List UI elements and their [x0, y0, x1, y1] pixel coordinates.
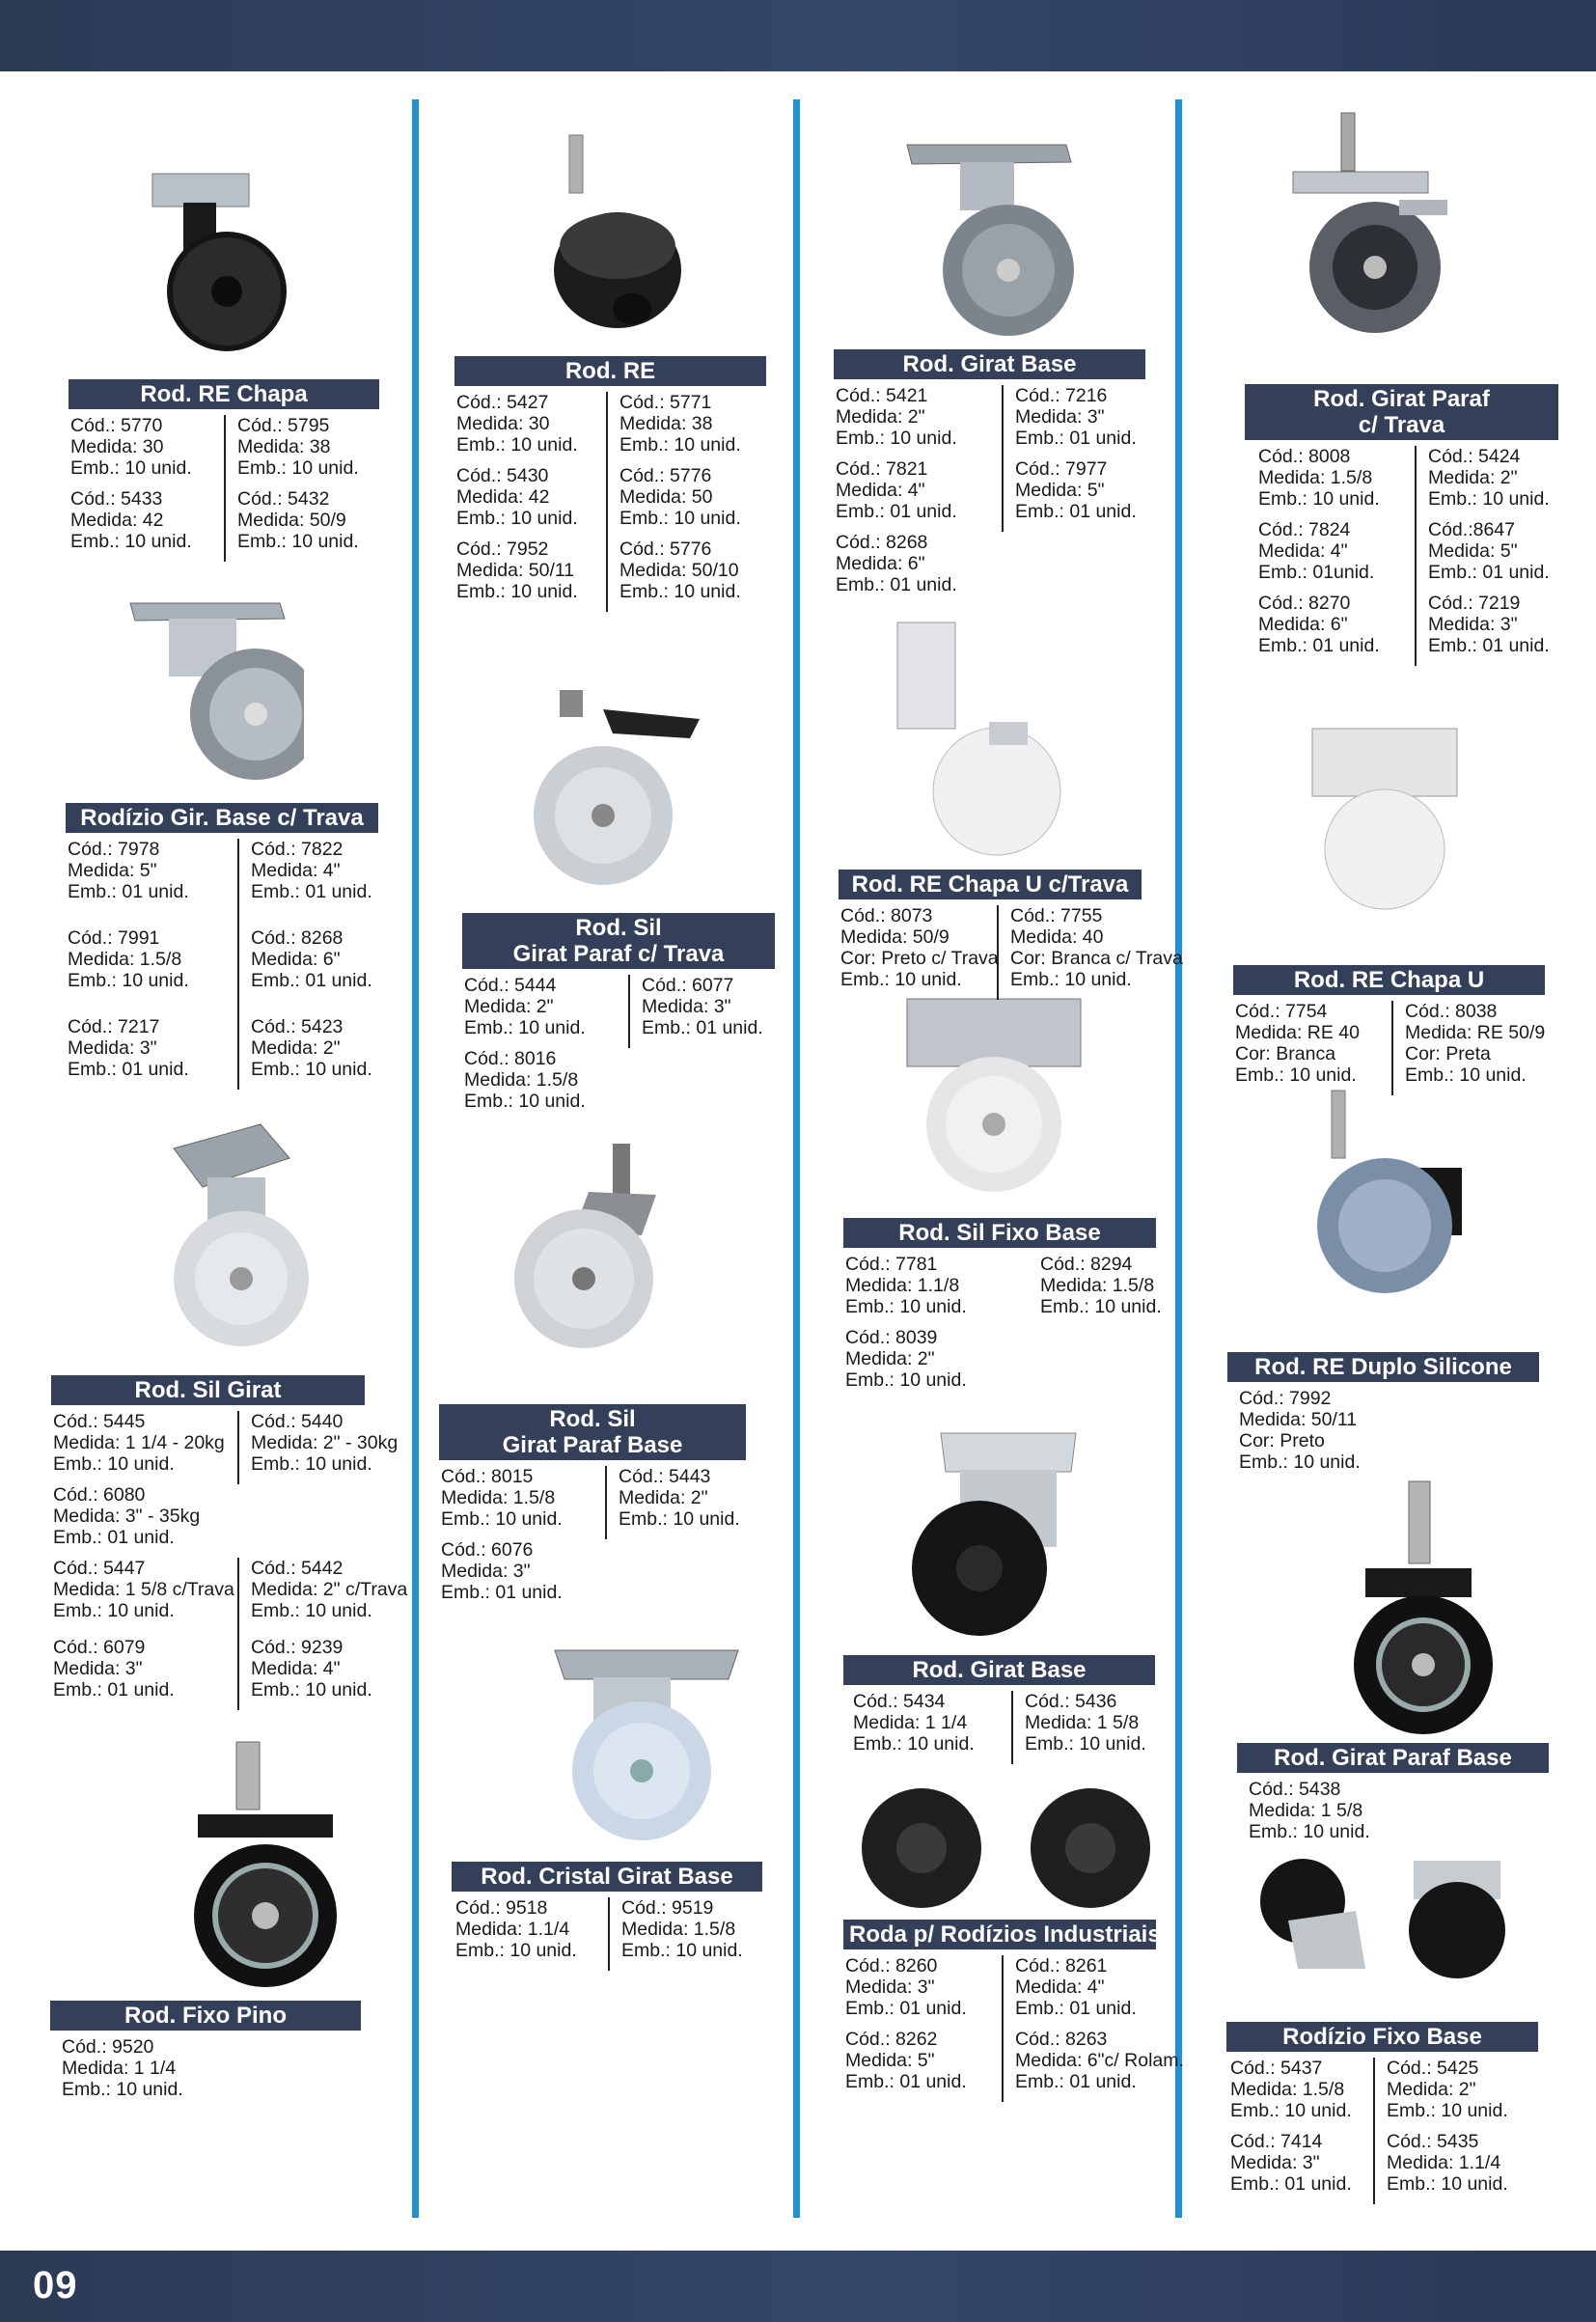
caster-fixed-base-image	[1250, 1853, 1520, 1988]
caster-clear-screw-image	[497, 1139, 690, 1361]
section-rod-sil-fixo-base	[843, 1218, 1162, 1400]
product-item: Cód.: 7781 Medida: 1.1/8 Emb.: 10 unid.	[845, 1254, 967, 1317]
product-item: Cód.: 8008 Medida: 1.5/8 Emb.: 10 unid.	[1258, 446, 1380, 510]
section-title: Rod. Sil Girat Paraf Base	[439, 1404, 746, 1460]
section-rod-re-chapa-u-trava	[839, 870, 1183, 1000]
caster-screw-black-image	[1327, 1477, 1510, 1742]
product-item: Cód.: 5423 Medida: 2" Emb.: 10 unid.	[237, 1001, 378, 1090]
section-rod-sil-girat-paraf-base	[439, 1404, 746, 1613]
product-item: Cód.: 9519 Medida: 1.5/8 Emb.: 10 unid.	[608, 1897, 762, 1971]
product-item: Cód.: 7754 Medida: RE 40 Cor: Branca Emb.: 10 unid.	[1235, 1001, 1360, 1086]
product-item: Cód.: 5438 Medida: 1 5/8 Emb.: 10 unid.	[1249, 1779, 1370, 1842]
section-title: Rod. RE	[454, 356, 766, 386]
product-item: Cód.: 5436 Medida: 1 5/8 Emb.: 10 unid.	[1011, 1691, 1155, 1764]
section-rod-girat-paraf-base	[1237, 1743, 1549, 1852]
product-item: Cód.: 5443 Medida: 2" Emb.: 10 unid.	[605, 1466, 746, 1539]
caster-stem-twin-image	[526, 130, 700, 352]
product-item: Cód.: 8263 Medida: 6"c/ Rolam. Emb.: 01 unid.	[1002, 2029, 1188, 2102]
section-rod-sil-girat	[51, 1375, 408, 1710]
product-item: Cód.: 7952 Medida: 50/11 Emb.: 10 unid.	[456, 539, 578, 602]
product-item: Cód.: 8015 Medida: 1.5/8 Emb.: 10 unid.	[441, 1466, 563, 1530]
section-rod-re-chapa	[69, 379, 379, 562]
product-item: Cód.: 8039 Medida: 2" Emb.: 10 unid.	[845, 1327, 967, 1391]
product-item: Cód.: 5776 Medida: 50/10 Emb.: 10 unid.	[606, 539, 766, 612]
product-item: Cód.: 8038 Medida: RE 50/9 Cor: Preta Emb.: 10 unid.	[1391, 1001, 1561, 1095]
section-title: Rod. Girat Base	[834, 349, 1145, 379]
product-item: Cód.: 6080 Medida: 3" - 35kg Emb.: 01 unid.	[53, 1484, 201, 1548]
section-title: Rod. Sil Fixo Base	[843, 1218, 1156, 1248]
product-item: Cód.: 5447 Medida: 1 5/8 c/Trava Emb.: 10 unid.	[53, 1558, 234, 1621]
caster-black-swivel-image	[883, 1424, 1105, 1641]
product-item: Cód.: 5795 Medida: 38 Emb.: 10 unid.	[224, 415, 379, 488]
section-title: Rod. Sil Girat	[51, 1375, 365, 1405]
section-rod-girat-base-2	[843, 1655, 1155, 1764]
product-item: Cód.: 5421 Medida: 2" Emb.: 10 unid.	[836, 385, 957, 449]
section-rod-re	[454, 356, 766, 612]
caster-fixed-pin-image	[159, 1737, 352, 1998]
product-item: Cód.: 5432 Medida: 50/9 Emb.: 10 unid.	[224, 488, 379, 562]
section-title: Rod. Fixo Pino	[50, 2001, 361, 2031]
product-item: Cód.: 7978 Medida: 5" Emb.: 01 unid.	[68, 839, 189, 902]
section-rod-fixo-pino	[50, 2001, 361, 2110]
section-title: Rodízio Gir. Base c/ Trava	[66, 803, 378, 833]
column-divider	[793, 99, 800, 2218]
product-item: Cód.: 8261 Medida: 4" Emb.: 01 unid.	[1002, 1955, 1188, 2029]
product-item: Cód.: 5771 Medida: 38 Emb.: 10 unid.	[606, 392, 766, 465]
section-title: Rod. RE Chapa U c/Trava	[839, 870, 1142, 899]
product-item: Cód.: 7991 Medida: 1.5/8 Emb.: 10 unid.	[68, 927, 189, 991]
product-item: Cód.: 5442 Medida: 2" c/Trava Emb.: 10 unid.	[237, 1558, 411, 1631]
product-item: Cód.: 7821 Medida: 4" Emb.: 01 unid.	[836, 458, 957, 522]
product-item: Cód.: 5435 Medida: 1.1/4 Emb.: 10 unid.	[1373, 2131, 1538, 2204]
section-title: Rod. RE Chapa	[69, 379, 379, 409]
product-item: Cód.: 7414 Medida: 3" Emb.: 01 unid.	[1230, 2131, 1352, 2195]
product-item: Cód.: 5425 Medida: 2" Emb.: 10 unid.	[1373, 2058, 1538, 2131]
section-rod-cristal-girat-base	[452, 1862, 762, 1971]
section-rod-re-chapa-u	[1233, 965, 1561, 1095]
product-item: Cód.: 5776 Medida: 50 Emb.: 10 unid.	[606, 465, 766, 539]
caster-screw-brake-image	[1264, 108, 1457, 345]
column-divider	[412, 99, 419, 2218]
product-item: Cód.: 6077 Medida: 3" Emb.: 01 unid.	[628, 975, 775, 1048]
caster-crystal-image	[536, 1641, 757, 1853]
product-item: Cód.: 8268 Medida: 6" Emb.: 01 unid.	[836, 532, 957, 595]
caster-twin-silicone-image	[1293, 1081, 1476, 1303]
product-item: Cód.: 8260 Medida: 3" Emb.: 01 unid.	[845, 1955, 967, 2019]
section-rodizio-fixo-base	[1226, 2022, 1538, 2204]
product-item: Cód.: 7822 Medida: 4" Emb.: 01 unid.	[237, 839, 378, 912]
section-rod-sil-girat-paraf-trava	[462, 913, 775, 1121]
product-item: Cód.: 5427 Medida: 30 Emb.: 10 unid.	[456, 392, 578, 456]
product-item: Cód.: 5434 Medida: 1 1/4 Emb.: 10 unid.	[853, 1691, 975, 1755]
product-item: Cód.: 6076 Medida: 3" Emb.: 01 unid.	[441, 1539, 563, 1603]
product-item: Cód.: 7824 Medida: 4" Emb.: 01unid.	[1258, 519, 1375, 583]
product-item: Cód.: 7992 Medida: 50/11 Cor: Preto Emb.: 10 unid.	[1239, 1388, 1361, 1473]
product-item: Cód.: 5424 Medida: 2" Emb.: 10 unid.	[1415, 446, 1558, 519]
product-item: Cód.: 5445 Medida: 1 1/4 - 20kg Emb.: 10 unid.	[53, 1411, 225, 1475]
caster-grey-plate-image	[902, 135, 1076, 343]
section-title: Rod. Girat Paraf c/ Trava	[1245, 384, 1558, 440]
product-item: Cód.: 5444 Medida: 2" Emb.: 10 unid.	[464, 975, 586, 1038]
product-item: Cód.: 5433 Medida: 42 Emb.: 10 unid.	[70, 488, 192, 552]
caster-black-plate-image	[135, 166, 309, 359]
product-item: Cód.: 8270 Medida: 6" Emb.: 01 unid.	[1258, 593, 1380, 656]
industrial-wheels-image	[854, 1785, 1163, 1911]
product-item: Cód.: 5430 Medida: 42 Emb.: 10 unid.	[456, 465, 578, 529]
caster-silicone-brake-image	[526, 680, 719, 893]
product-item: Cód.: 8268 Medida: 6" Emb.: 01 unid.	[237, 912, 378, 1001]
section-title: Rod. RE Chapa U	[1233, 965, 1545, 995]
section-title: Rod. Cristal Girat Base	[452, 1862, 762, 1892]
product-item: Cód.: 9520 Medida: 1 1/4 Emb.: 10 unid.	[62, 2036, 183, 2100]
product-item: Cód.: 5437 Medida: 1.5/8 Emb.: 10 unid.	[1230, 2058, 1352, 2121]
product-item: Cód.: 9518 Medida: 1.1/4 Emb.: 10 unid.	[455, 1897, 577, 1961]
caster-white-u-plate-brake-image	[893, 618, 1105, 859]
product-item: Cód.: 7216 Medida: 3" Emb.: 01 unid.	[1002, 385, 1145, 458]
section-roda-rodizios-industriais	[843, 1920, 1184, 2102]
section-rod-re-duplo-silicone	[1227, 1352, 1539, 1482]
section-title: Roda p/ Rodízios Industriais	[843, 1920, 1156, 1949]
section-title: Rodízio Fixo Base	[1226, 2022, 1538, 2052]
product-item: Cód.: 9239 Medida: 4" Emb.: 10 unid.	[237, 1631, 411, 1710]
caster-clear-swivel-image	[145, 1120, 338, 1351]
caster-clear-fixed-image	[888, 994, 1100, 1206]
product-item: Cód.: 6079 Medida: 3" Emb.: 01 unid.	[53, 1637, 175, 1700]
section-rod-girat-paraf-trava	[1245, 384, 1558, 666]
product-item: Cód.:8647 Medida: 5" Emb.: 01 unid.	[1415, 519, 1558, 593]
product-item: Cód.: 8294 Medida: 1.5/8 Emb.: 10 unid.	[1040, 1254, 1162, 1317]
section-title: Rod. RE Duplo Silicone	[1227, 1352, 1539, 1382]
section-title: Rod. Sil Girat Paraf c/ Trava	[462, 913, 775, 969]
caster-white-u-plate-image	[1307, 724, 1462, 917]
product-item: Cód.: 8262 Medida: 5" Emb.: 01 unid.	[845, 2029, 967, 2092]
section-title: Rod. Girat Paraf Base	[1237, 1743, 1549, 1773]
page-number: 09	[33, 2264, 78, 2307]
top-banner	[0, 0, 1596, 71]
product-item: Cód.: 8073 Medida: 50/9 Cor: Preto c/ Trava Emb.: 10 unid.	[840, 905, 999, 990]
product-item: Cód.: 7977 Medida: 5" Emb.: 01 unid.	[1002, 458, 1145, 532]
section-rod-girat-base	[834, 349, 1145, 605]
product-item: Cód.: 7217 Medida: 3" Emb.: 01 unid.	[68, 1016, 189, 1080]
caster-grey-brake-image	[111, 594, 304, 787]
product-item: Cód.: 8016 Medida: 1.5/8 Emb.: 10 unid.	[464, 1048, 586, 1112]
product-item: Cód.: 7755 Medida: 40 Cor: Branca c/ Trava Emb.: 10 unid.	[997, 905, 1187, 1000]
section-rodizio-gir-base-trava	[66, 803, 378, 1090]
section-title: Rod. Girat Base	[843, 1655, 1155, 1685]
product-item: Cód.: 7219 Medida: 3" Emb.: 01 unid.	[1415, 593, 1558, 666]
bottom-banner	[0, 2251, 1596, 2322]
product-item: Cód.: 5770 Medida: 30 Emb.: 10 unid.	[70, 415, 192, 479]
column-divider	[1175, 99, 1182, 2218]
product-item: Cód.: 5440 Medida: 2" - 30kg Emb.: 10 unid.	[237, 1411, 411, 1484]
